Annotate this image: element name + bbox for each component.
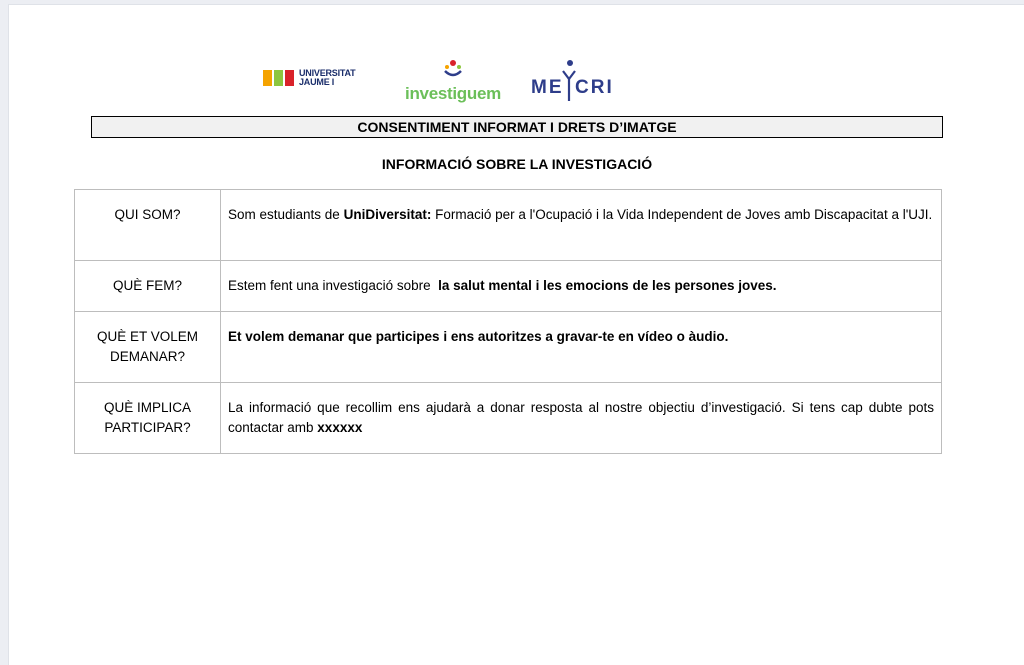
answer-text: Estem fent una investigació sobre	[228, 278, 439, 293]
uji-name-line1: UNIVERSITAT	[299, 68, 356, 78]
answer-text: Som estudiants de	[228, 207, 344, 222]
document-title: CONSENTIMENT INFORMAT I DRETS D’IMATGE	[91, 116, 943, 138]
question-label: PARTICIPAR?	[104, 420, 191, 435]
uji-logo	[263, 69, 355, 87]
answer-cell	[221, 261, 942, 312]
table-row	[75, 261, 942, 312]
table-row	[75, 312, 942, 383]
table-row	[75, 383, 942, 454]
logo-bar	[9, 59, 1024, 107]
uji-name-line2: JAUME I	[299, 77, 335, 87]
uji-name	[299, 69, 355, 87]
investiguem-name: investiguem	[405, 84, 501, 103]
question-label: QUÈ ET VOLEM	[96, 329, 199, 344]
question-label: QUI SOM?	[114, 207, 181, 222]
answer-cell	[221, 312, 942, 383]
table-row	[75, 190, 942, 261]
question-cell	[75, 261, 221, 312]
mecri-logo	[531, 59, 614, 105]
investiguem-emblem-icon	[441, 59, 465, 79]
answer-text: Formació per a l'Ocupació i la Vida Independent de Joves amb Discapacitat a l'UJI.	[431, 207, 933, 222]
answer-cell	[221, 383, 942, 454]
answer-cell	[221, 190, 942, 261]
uji-mark-icon	[263, 70, 294, 86]
mecri-left-text: ME	[531, 77, 564, 98]
question-cell	[75, 312, 221, 383]
question-label: QUÈ FEM?	[112, 278, 182, 293]
section-subtitle: INFORMACIÓ SOBRE LA INVESTIGACIÓ	[381, 156, 653, 172]
question-cell	[75, 190, 221, 261]
document-page	[8, 4, 1024, 665]
answer-text: La informació que recollim ens ajudarà a donar resposta al nostre objectiu d’investigació. Si tens cap dubte pots contactar amb	[228, 400, 934, 435]
answer-bold-text: la salut mental i les emocions de les persones joves.	[438, 278, 777, 293]
investiguem-logo	[405, 59, 501, 104]
info-table	[74, 189, 942, 454]
contact-placeholder: xxxxxx	[317, 420, 363, 435]
question-label: DEMANAR?	[109, 349, 185, 364]
question-label: QUÈ IMPLICA	[103, 400, 192, 415]
mecri-right-text: CRI	[575, 77, 614, 98]
answer-bold-text: Et volem demanar que participes i ens autoritzes a gravar-te en vídeo o àudio.	[228, 329, 729, 344]
answer-bold-text: UniDiversitat:	[343, 207, 432, 222]
question-cell	[75, 383, 221, 454]
